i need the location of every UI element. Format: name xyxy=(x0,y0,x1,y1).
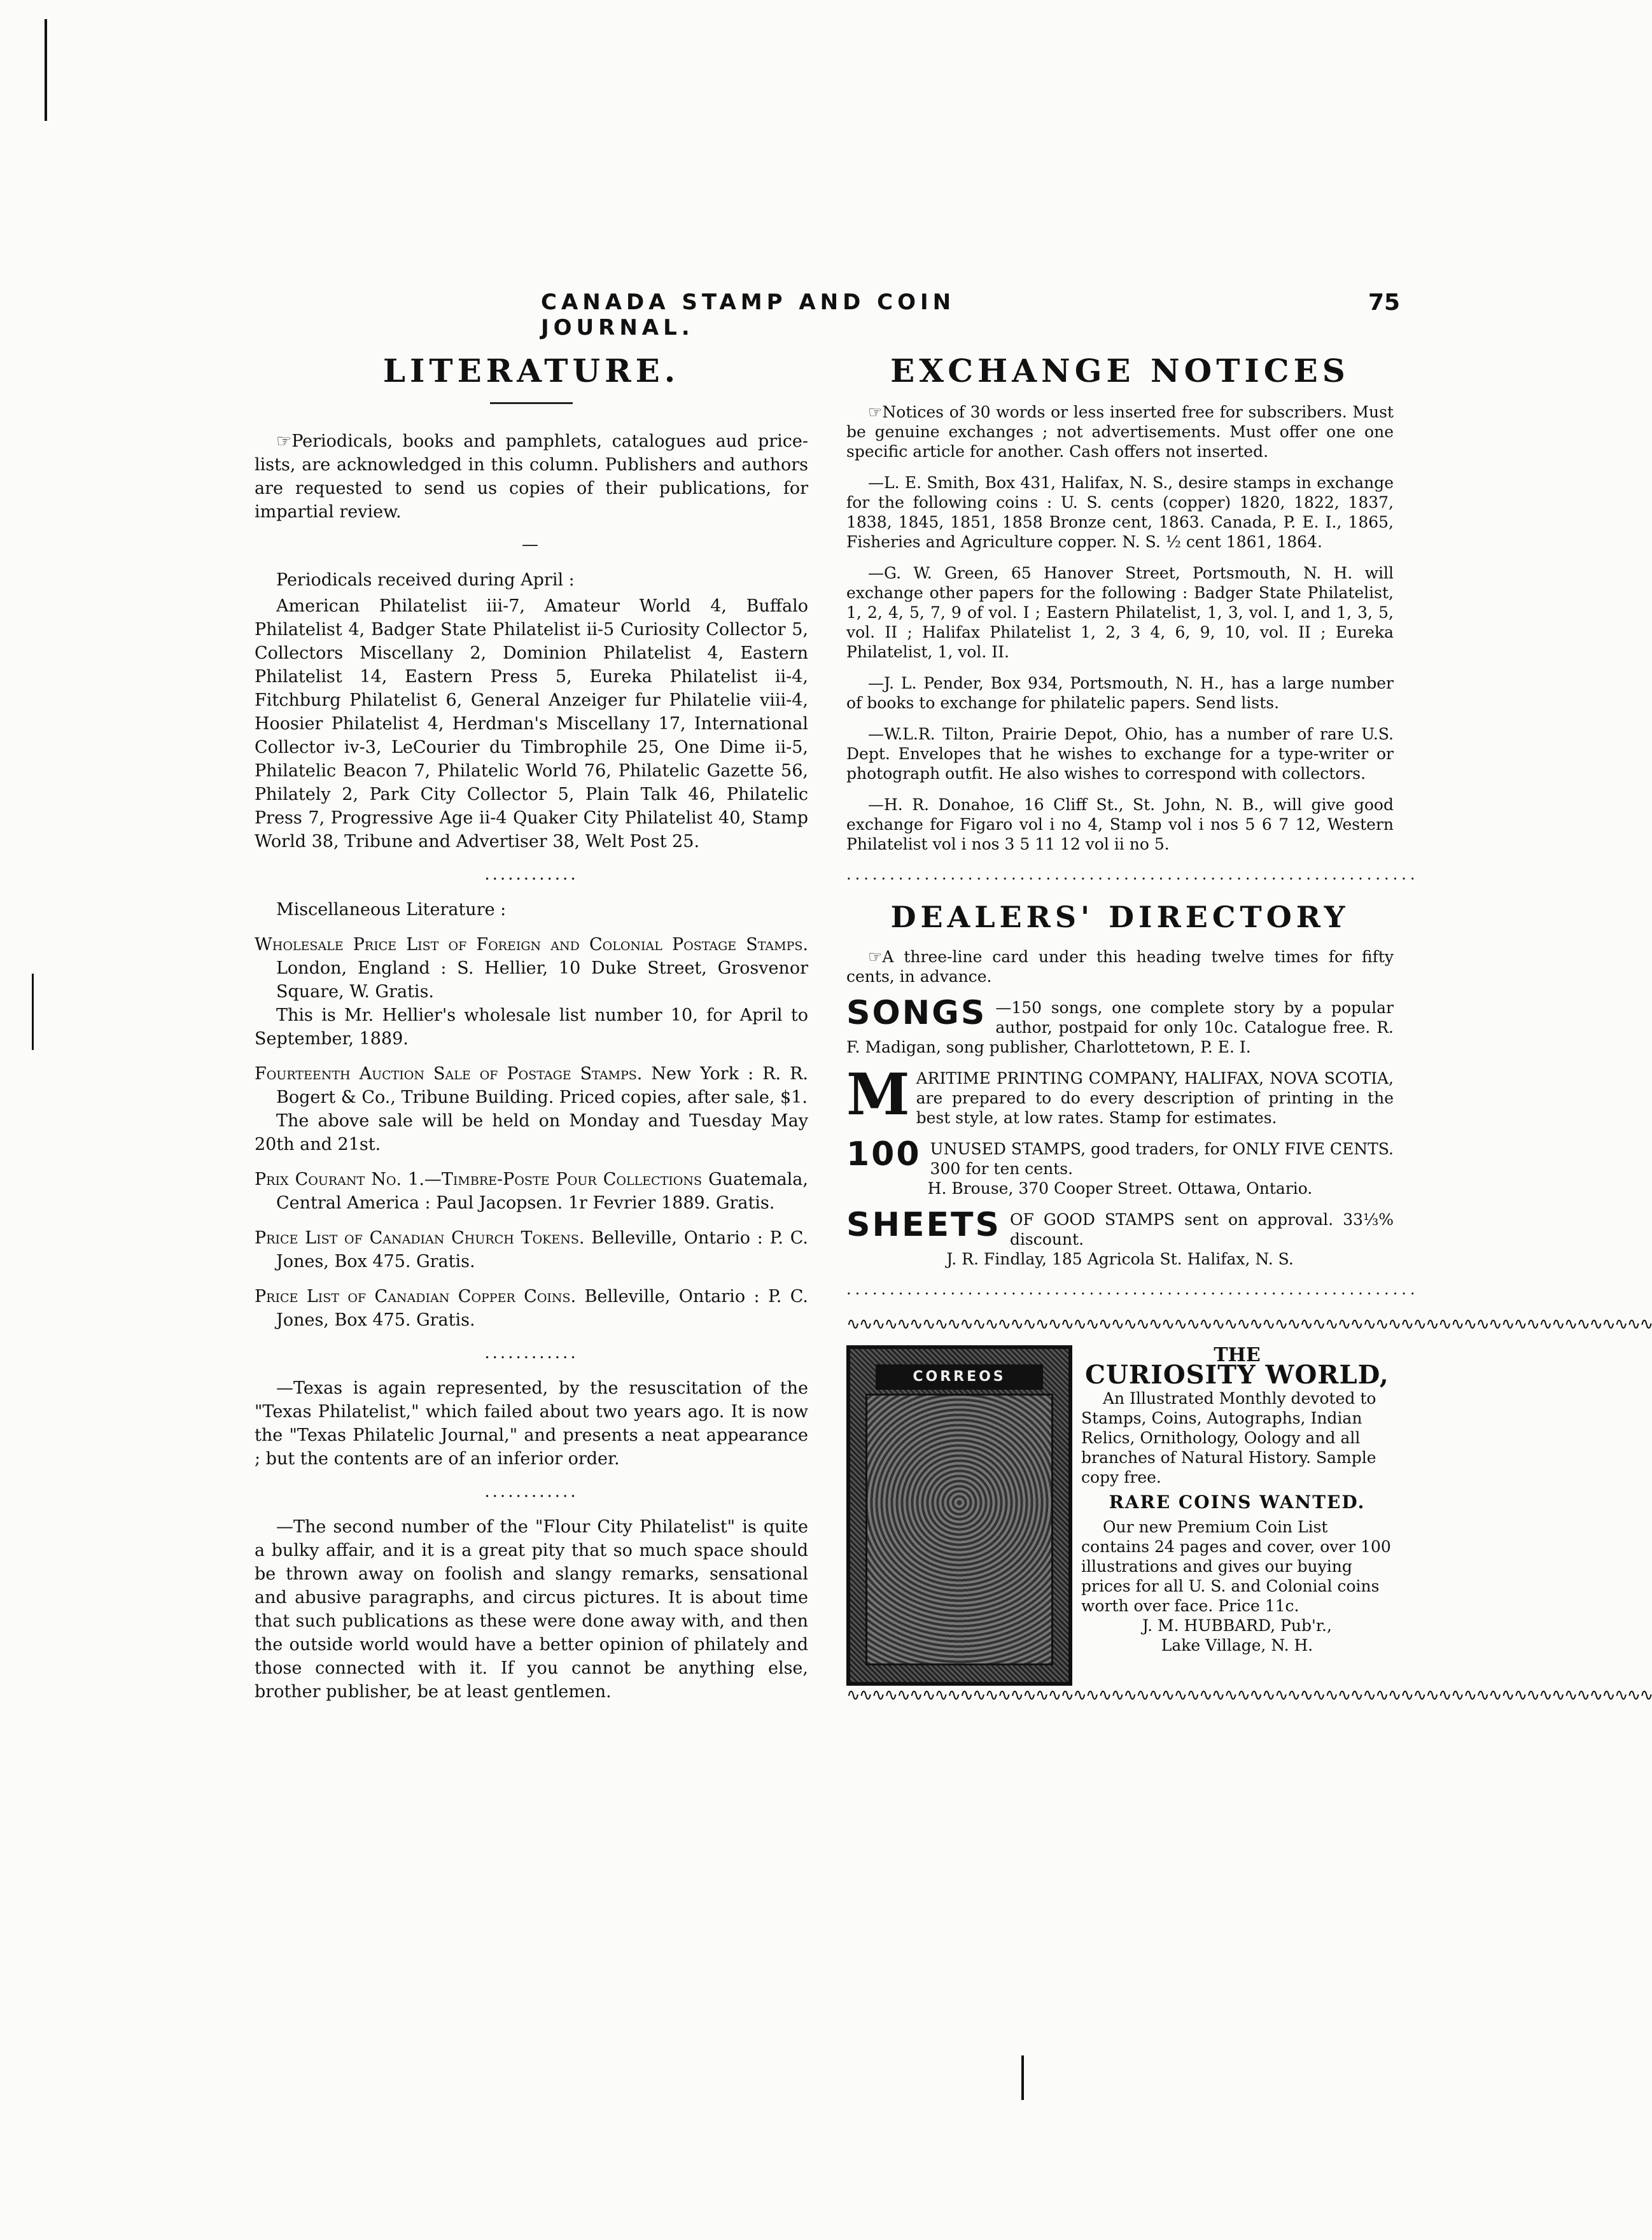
right-column xyxy=(846,347,1652,1705)
wavy-border-top: ∿∿∿∿∿∿∿∿∿∿∿∿∿∿∿∿∿∿∿∿∿∿∿∿∿∿∿∿∿∿∿∿∿∿∿∿∿∿∿∿∿∿∿∿∿∿∿∿∿∿∿∿∿∿∿∿∿∿∿∿∿∿∿∿ xyxy=(846,1315,1652,1334)
dealers-heading: DEALERS' DIRECTORY xyxy=(890,900,1350,934)
hundred-ad-signature: H. Brouse, 370 Cooper Street. Ottawa, Ontario. xyxy=(927,1179,1313,1198)
curiosity-world-ad xyxy=(846,1345,1394,1686)
curiosity-signature: J. M. HUBBARD, Pub'r., xyxy=(1142,1616,1332,1635)
misc-item-title: Fourteenth Auction Sale of Postage Stamps. xyxy=(255,1064,643,1084)
sheets-ad-display: SHEETS xyxy=(846,1206,1001,1244)
misc-item-title: Prix Courant No. 1.—Timbre-Poste Pour Collections xyxy=(255,1170,702,1189)
scan-mark-left-lower xyxy=(32,974,34,1050)
page-number: 75 xyxy=(1368,290,1401,316)
exchange-notice: —L. E. Smith, Box 431, Halifax, N. S., desire stamps in exchange for the following coins : U. S. cents (copper) 1820, 1822, 1837, 1838, 1845, 1851, 1858 Bronze cent, 1863. Canada, P. E. I., 1865, Fisheries and Agriculture copper. N. S. ½ cent 1861, 1864. xyxy=(846,473,1394,551)
misc-item xyxy=(255,1285,808,1332)
exchange-notice: —H. R. Donahoe, 16 Cliff St., St. John, N. B., will give good exchange for Figaro vol i no 4, Stamp vol i nos 5 6 7 12, Western Philatelist vol i nos 3 5 11 12 vol ii no 5. xyxy=(846,795,1394,853)
maritime-ad xyxy=(846,1061,1394,1128)
separator-dots: ............ xyxy=(484,865,578,884)
sheets-ad-text: OF GOOD STAMPS sent on approval. 33⅓% discount. xyxy=(1009,1210,1394,1249)
exchange-notice: —W.L.R. Tilton, Prairie Depot, Ohio, has a number of rare U.S. Dept. Envelopes that he wishes to exchange for a type-writer or photograph outfit. He also wishes to correspond with collectors. xyxy=(846,725,1394,783)
hundred-ad-text: UNUSED STAMPS, good traders, for ONLY FIVE CENTS. 300 for ten cents. xyxy=(930,1140,1394,1178)
misc-item-text: New York : R. R. Bogert & Co., Tribune Building. Priced copies, after sale, $1. xyxy=(276,1064,809,1107)
running-title: CANADA STAMP AND COIN JOURNAL. xyxy=(541,290,956,340)
scan-mark-bottom xyxy=(1021,2055,1024,2100)
separator-dots: — xyxy=(522,535,541,554)
heading-rule xyxy=(490,402,573,404)
misc-item-text: London, England : S. Hellier, 10 Duke Street, Grosvenor Square, W. Gratis. xyxy=(276,958,808,1002)
hundred-stamps-ad xyxy=(846,1135,1394,1198)
curiosity-description: An Illustrated Monthly devoted to Stamps, Coins, Autographs, Indian Relics, Ornithology, Oology and all branches of Natural History. Sample copy free. xyxy=(1081,1389,1376,1487)
misc-item xyxy=(255,1062,808,1156)
rare-coins-text: Our new Premium Coin List contains 24 pages and cover, over 100 illustrations and gives our buying prices for all U. S. and Colonial coins worth over face. Price 11c. xyxy=(1081,1518,1391,1615)
curiosity-location: Lake Village, N. H. xyxy=(1161,1636,1313,1655)
curiosity-world-text xyxy=(1081,1345,1393,1686)
literature-intro: ☞Periodicals, books and pamphlets, catalogues aud price-lists, are acknowledged in this column. Publishers and authors are requested to send us copies of their publications, for impartial review. xyxy=(255,431,808,522)
misc-item xyxy=(255,1226,808,1273)
rare-coins-heading: RARE COINS WANTED. xyxy=(1109,1492,1366,1513)
literature-column xyxy=(255,347,808,1715)
misc-literature-title: Miscellaneous Literature : xyxy=(276,900,507,920)
periodicals-received-list: American Philatelist iii-7, Amateur World 4, Buffalo Philatelist 4, Badger State Philatelist ii-5 Curiosity Collector 5, Collectors Miscellany 2, Dominion Philatelist 4, Eastern Philatelist 14, Eastern Press 5, Eureka Philatelist ii-4, Fitchburg Philatelist 6, General Anzeiger fur Philatelie viii-4, Hoosier Philatelist 4, Herdman's Miscellany 17, International Collector iv-3, LeCourier du Timbrophile 25, One Dime ii-5, Philatelic Beacon 7, Philatelic World 76, Philatelic Gazette 56, Philately 2, Park City Collector 5, Plain Talk 46, Philatelic Press 7, Progressive Age ii-4 Quaker City Philatelist 40, Stamp World 38, Tribune and Advertiser 38, Welt Post 25. xyxy=(255,596,808,851)
hundred-ad-display: 100 xyxy=(846,1135,921,1173)
misc-item-text: Belleville, Ontario : P. C. Jones, Box 475. Gratis. xyxy=(276,1287,809,1330)
scan-mark-left xyxy=(45,19,47,121)
curiosity-title: CURIOSITY WORLD, xyxy=(1085,1360,1389,1390)
exchange-heading: EXCHANGE NOTICES xyxy=(890,352,1350,389)
misc-item xyxy=(255,1168,808,1215)
texas-paragraph: —Texas is again represented, by the resuscitation of the "Texas Philatelist," which failed about two years ago. It is now the "Texas Philatelic Journal," and presents a neat appearance ; but the contents are of an inferior order. xyxy=(255,1378,808,1469)
periodicals-received-title: Periodicals received during April : xyxy=(276,570,575,590)
exchange-notice: —J. L. Pender, Box 934, Portsmouth, N. H., has a large number of books to exchange for philatelic papers. Send lists. xyxy=(846,674,1394,712)
stamp-engraving xyxy=(865,1394,1053,1665)
dotted-divider: .................................................................. xyxy=(846,1280,1419,1298)
maritime-ad-text: ARITIME PRINTING COMPANY, HALIFAX, NOVA SCOTIA, are prepared to do every description of printing in the best style, at low rates. Stamp for estimates. xyxy=(916,1069,1394,1127)
songs-ad xyxy=(846,994,1394,1057)
dealers-intro: ☞A three-line card under this heading twelve times for fifty cents, in advance. xyxy=(846,948,1394,986)
sheets-ad-signature: J. R. Findlay, 185 Agricola St. Halifax, N. S. xyxy=(946,1250,1294,1268)
wavy-border-bottom: ∿∿∿∿∿∿∿∿∿∿∿∿∿∿∿∿∿∿∿∿∿∿∿∿∿∿∿∿∿∿∿∿∿∿∿∿∿∿∿∿∿∿∿∿∿∿∿∿∿∿∿∿∿∿∿∿∿∿∿∿∿∿∿∿ xyxy=(846,1686,1652,1705)
stamp-label: CORREOS xyxy=(876,1364,1043,1390)
misc-item-title: Price List of Canadian Copper Coins. xyxy=(255,1287,577,1306)
misc-item-text: Guatemala, Central America : Paul Jacopsen. 1r Fevrier 1889. Gratis. xyxy=(276,1170,808,1213)
separator-dots: ............ xyxy=(484,1482,578,1501)
flour-city-paragraph: —The second number of the "Flour City Philatelist" is quite a bulky affair, and it is a great pity that so much space should be thrown away on foolish and slangy remarks, sensational and abusive paragraphs, and circus pictures. It is about time that such publications as these were done away with, and then the outside world would have a better opinion of philately and those connected with it. If you cannot be anything else, brother publisher, be at least gentlemen. xyxy=(255,1517,808,1702)
songs-ad-display: SONGS xyxy=(846,994,987,1032)
separator-dots: ............ xyxy=(484,1343,578,1362)
misc-item-text: Belleville, Ontario : P. C. Jones, Box 475. Gratis. xyxy=(276,1228,808,1271)
misc-item-note: This is Mr. Hellier's wholesale list number 10, for April to September, 1889. xyxy=(255,1005,808,1049)
literature-heading: LITERATURE. xyxy=(382,352,680,389)
sheets-ad xyxy=(846,1206,1394,1269)
songs-ad-text: —150 songs, one complete story by a popular author, postpaid for only 10c. Catalogue free. R. F. Madigan, song publisher, Charlottetown, P. E. I. xyxy=(846,998,1394,1056)
exchange-notice: —G. W. Green, 65 Hanover Street, Portsmouth, N. H. will exchange other papers for the following : Badger State Philatelist, 1, 2, 4, 5, 7, 9 of vol. I ; Eastern Philatelist, 1, 3, vol. I, and 1, 3, 5, vol. II ; Halifax Philatelist 1, 2, 3 4, 6, 9, 10, vol. II ; Eureka Philatelist, 1, vol. II. xyxy=(846,564,1394,661)
misc-item-note: The above sale will be held on Monday and Tuesday May 20th and 21st. xyxy=(255,1111,808,1154)
exchange-intro: ☞Notices of 30 words or less inserted free for subscribers. Must be genuine exchanges ; not advertisements. Must offer one one specific article for another. Cash offers not inserted. xyxy=(846,403,1394,461)
curiosity-the: THE xyxy=(1214,1344,1261,1366)
misc-item xyxy=(255,933,808,1051)
dotted-divider: .................................................................. xyxy=(846,865,1419,883)
misc-item-title: Wholesale Price List of Foreign and Colonial Postage Stamps. xyxy=(255,935,808,955)
misc-item-title: Price List of Canadian Church Tokens. xyxy=(255,1228,585,1248)
maritime-ad-dropcap: M xyxy=(846,1061,910,1128)
stamp-illustration xyxy=(846,1345,1072,1686)
